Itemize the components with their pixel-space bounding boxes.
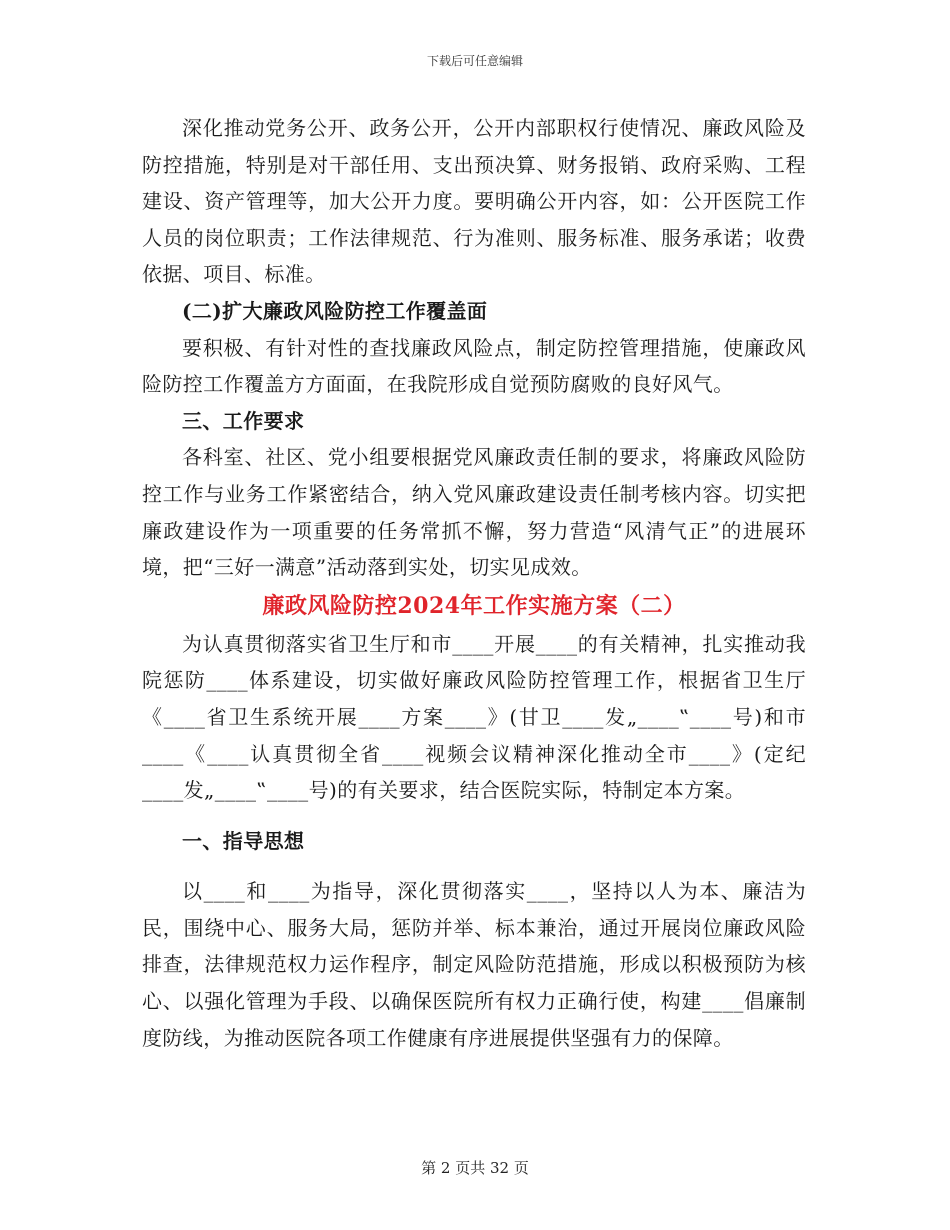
- document-body: [142, 110, 806, 1056]
- page-header: 下载后可任意编辑: [426, 54, 523, 68]
- paragraph-guiding-ideology: 以____和____为指导，深化贯彻落实____，坚持以人为本、廉洁为民，围绕中心、服务大局，惩防并举、标本兼治，通过开展岗位廉政风险排查，法律规范权力运作程序，制定风险防范措施，形成以积极预防为核心、以强化管理为手段、以确保医院所有权力正确行使，构建____倡廉制度防线，为推动医院各项工作健康有序进展提供坚强有力的保障。: [142, 879, 806, 1050]
- section-heading-requirements: 三、工作要求: [182, 408, 305, 433]
- paragraph-intro: 为认真贯彻落实省卫生厅和市____开展____的有关精神，扎实推动我院惩防____体系建设，切实做好廉政风险防控管理工作，根据省卫生厅《____省卫生系统开展____方案____》(甘卫____发„____‟____号)和市____《____认真贯彻全省____视频会议精神深化推动全市____》(定纪____发„____‟____号)的有关要求，结合医院实际，特制定本方案。: [142, 631, 806, 803]
- paragraph-requirements: 各科室、社区、党小组要根据党风廉政责任制的要求，将廉政风险防控工作与业务工作紧密结合，纳入党风廉政建设责任制考核内容。切实把廉政建设作为一项重要的任务常抓不懈，努力营造“风清气正”的进展环境，把“三好一满意”活动落到实处，切实见成效。: [142, 445, 806, 580]
- section-heading-guiding-ideology: 一、指导思想: [182, 828, 305, 853]
- paragraph-disclosure: 深化推动党务公开、政务公开，公开内部职权行使情况、廉政风险及防控措施，特别是对干部任用、支出预决算、财务报销、政府采购、工程建设、资产管理等，加大公开力度。要明确公开内容，如：公开医院工作人员的岗位职责；工作法律规范、行为准则、服务标准、服务承诺；收费依据、项目、标准。: [142, 116, 806, 287]
- section-heading-expand-coverage: (二)扩大廉政风险防控工作覆盖面: [182, 298, 488, 323]
- page-footer: 第 2 页共 32 页: [421, 1159, 529, 1177]
- document-title: 廉政风险防控2024年工作实施方案（二）: [262, 592, 686, 619]
- paragraph-coverage: 要积极、有针对性的查找廉政风险点，制定防控管理措施，使廉政风险防控工作覆盖方方面面，在我院形成自觉预防腐败的良好风气。: [142, 335, 806, 397]
